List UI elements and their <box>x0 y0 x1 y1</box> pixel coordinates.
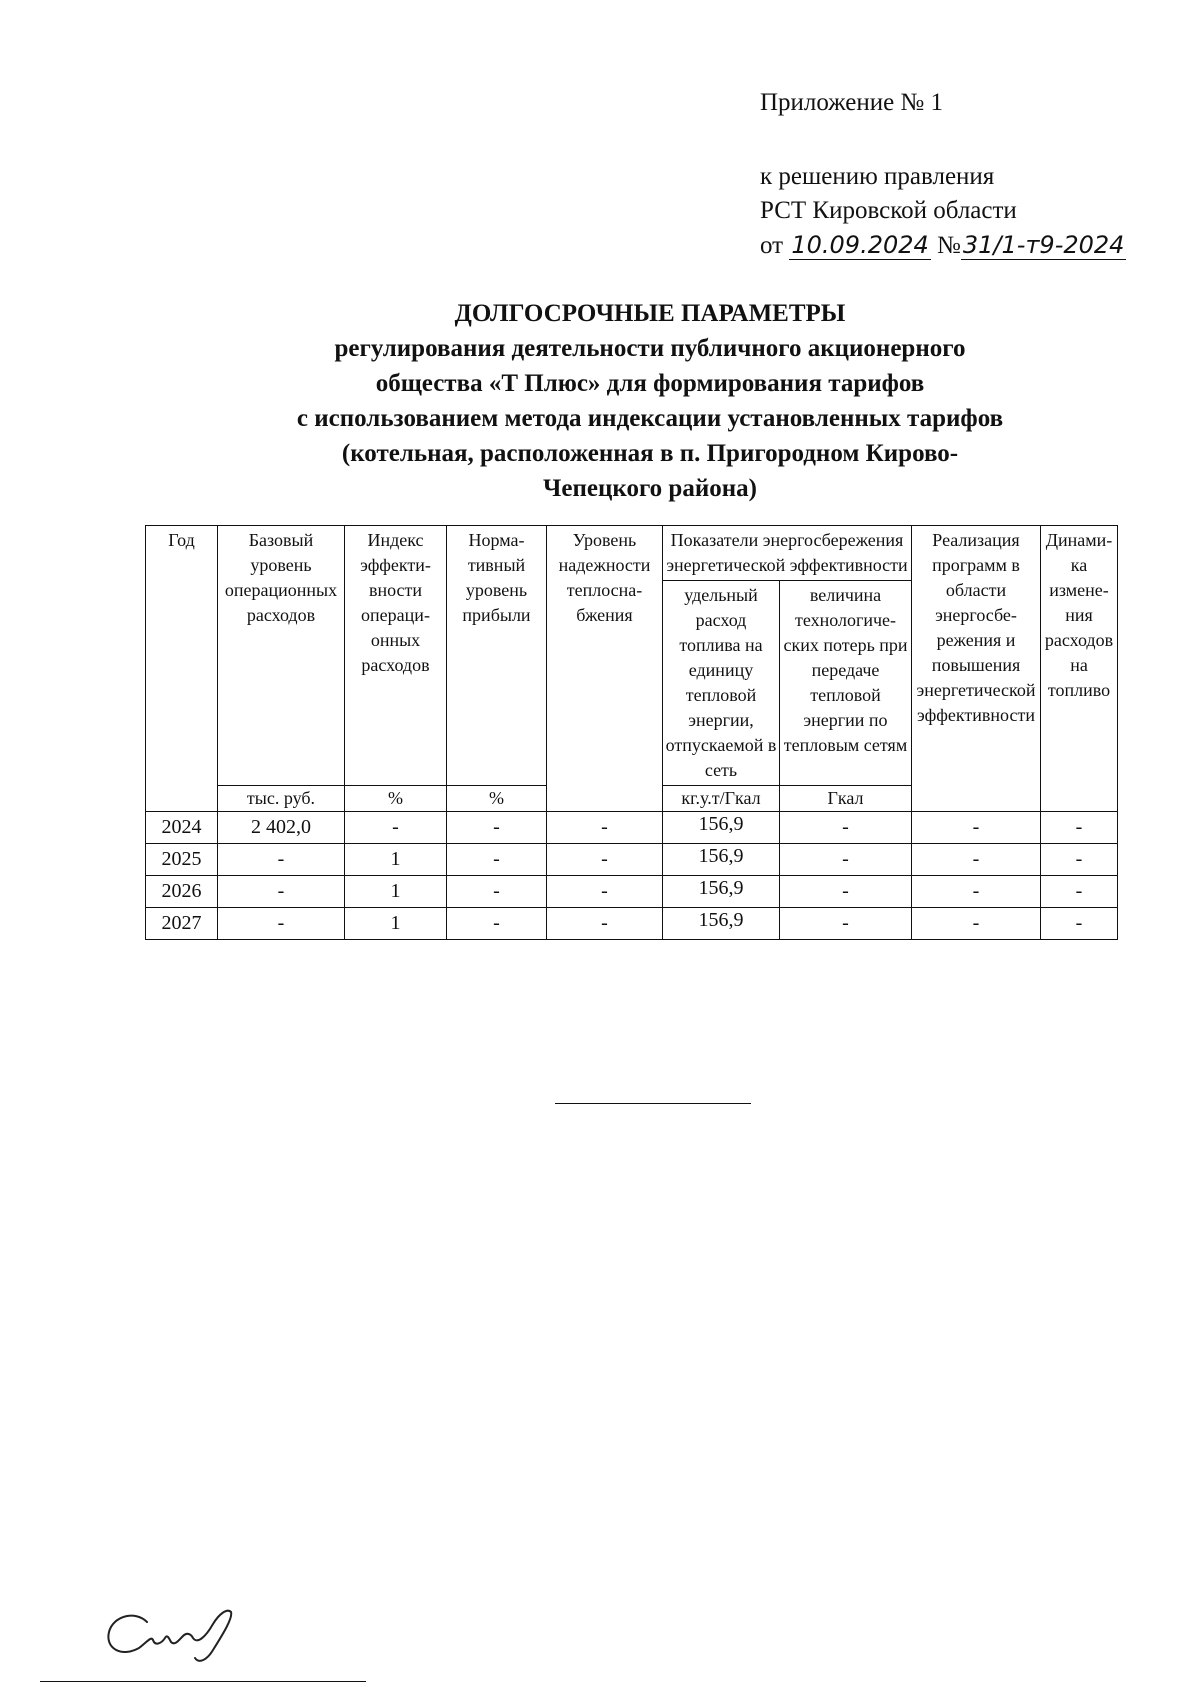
cell-programs: - <box>912 844 1041 876</box>
title-line-6: Чепецкого района) <box>543 475 757 502</box>
cell-fuel-consumption: 156,9 <box>663 812 780 844</box>
cell-heat-losses: - <box>780 908 912 940</box>
decision-date: 10.09.2024 <box>791 231 929 259</box>
appendix-block <box>760 86 1126 263</box>
unit-normative-profit: % <box>447 786 547 812</box>
header-energy-saving-group: Показатели энергосбережения энергетической эффективности <box>663 526 912 581</box>
cell-normative-profit: - <box>447 844 547 876</box>
signature <box>95 1600 255 1670</box>
cell-base-opex: - <box>218 876 345 908</box>
cell-efficiency-index: 1 <box>345 876 447 908</box>
cell-fuel-consumption: 156,9 <box>663 908 780 940</box>
cell-fuel-consumption: 156,9 <box>663 844 780 876</box>
header-reliability: Уровень надежности теплоснабжения <box>547 526 663 812</box>
title-line-5: (котельная, расположенная в п. Пригородном Кирово- <box>341 440 959 467</box>
cell-base-opex: 2 402,0 <box>218 812 345 844</box>
unit-fuel-consumption: кг.у.т/Гкал <box>663 786 780 812</box>
header-year: Год <box>146 526 218 812</box>
table-row <box>146 908 1118 940</box>
title-line-1: ДОЛГОСРОЧНЫЕ ПАРАМЕТРЫ <box>454 300 846 327</box>
header-heat-losses: величина технологических потерь при передаче тепловой энергии по тепловым сетям <box>780 581 912 786</box>
title-line-2: регулирования деятельности публичного акционерного <box>334 335 966 362</box>
cell-efficiency-index: 1 <box>345 844 447 876</box>
title-line-3: общества «Т Плюс» для формирования тарифов <box>375 370 925 397</box>
table-row <box>146 876 1118 908</box>
cell-reliability: - <box>547 908 663 940</box>
cell-heat-losses: - <box>780 812 912 844</box>
header-fuel-consumption: удельный расход топлива на единицу тепловой энергии, отпускаемой в сеть <box>663 581 780 786</box>
cell-heat-losses: - <box>780 844 912 876</box>
cell-efficiency-index: 1 <box>345 908 447 940</box>
cell-normative-profit: - <box>447 876 547 908</box>
cell-programs: - <box>912 876 1041 908</box>
cell-programs: - <box>912 812 1041 844</box>
date-prefix: от <box>760 232 784 259</box>
cell-year: 2026 <box>146 876 218 908</box>
cell-normative-profit: - <box>447 812 547 844</box>
end-divider <box>555 1103 751 1104</box>
cell-base-opex: - <box>218 908 345 940</box>
appendix-to-decision: к решению правления <box>760 163 995 190</box>
header-fuel-dynamics: Динамика изменения расходов на топливо <box>1041 526 1118 812</box>
header-normative-profit: Нормативный уровень прибыли <box>447 526 547 786</box>
signature-line <box>40 1681 366 1682</box>
appendix-number: Приложение № 1 <box>760 89 944 116</box>
cell-fuel-dynamics: - <box>1041 844 1118 876</box>
cell-fuel-dynamics: - <box>1041 812 1118 844</box>
header-programs: Реализация программ в области энергосбережения и повышения энергетической эффективности <box>912 526 1041 812</box>
unit-base-opex: тыс. руб. <box>218 786 345 812</box>
cell-reliability: - <box>547 876 663 908</box>
cell-heat-losses: - <box>780 876 912 908</box>
cell-reliability: - <box>547 812 663 844</box>
unit-heat-losses: Гкал <box>780 786 912 812</box>
cell-base-opex: - <box>218 844 345 876</box>
cell-programs: - <box>912 908 1041 940</box>
document-title <box>200 296 1100 506</box>
cell-fuel-dynamics: - <box>1041 908 1118 940</box>
appendix-date-line <box>760 228 1126 263</box>
number-prefix: № <box>937 232 961 259</box>
cell-reliability: - <box>547 844 663 876</box>
cell-fuel-consumption: 156,9 <box>663 876 780 908</box>
cell-year: 2025 <box>146 844 218 876</box>
cell-normative-profit: - <box>447 908 547 940</box>
cell-fuel-dynamics: - <box>1041 876 1118 908</box>
cell-efficiency-index: - <box>345 812 447 844</box>
parameters-table <box>145 525 1118 940</box>
table-row <box>146 812 1118 844</box>
table-row <box>146 844 1118 876</box>
cell-year: 2027 <box>146 908 218 940</box>
decision-number: 31/1-т9-2024 <box>962 231 1125 259</box>
cell-year: 2024 <box>146 812 218 844</box>
header-efficiency-index: Индекс эффективности операционных расходов <box>345 526 447 786</box>
title-line-4: с использованием метода индексации установленных тарифов <box>296 405 1004 432</box>
header-base-opex: Базовый уровень операционных расходов <box>218 526 345 786</box>
unit-efficiency-index: % <box>345 786 447 812</box>
appendix-authority: РСТ Кировской области <box>760 197 1017 224</box>
